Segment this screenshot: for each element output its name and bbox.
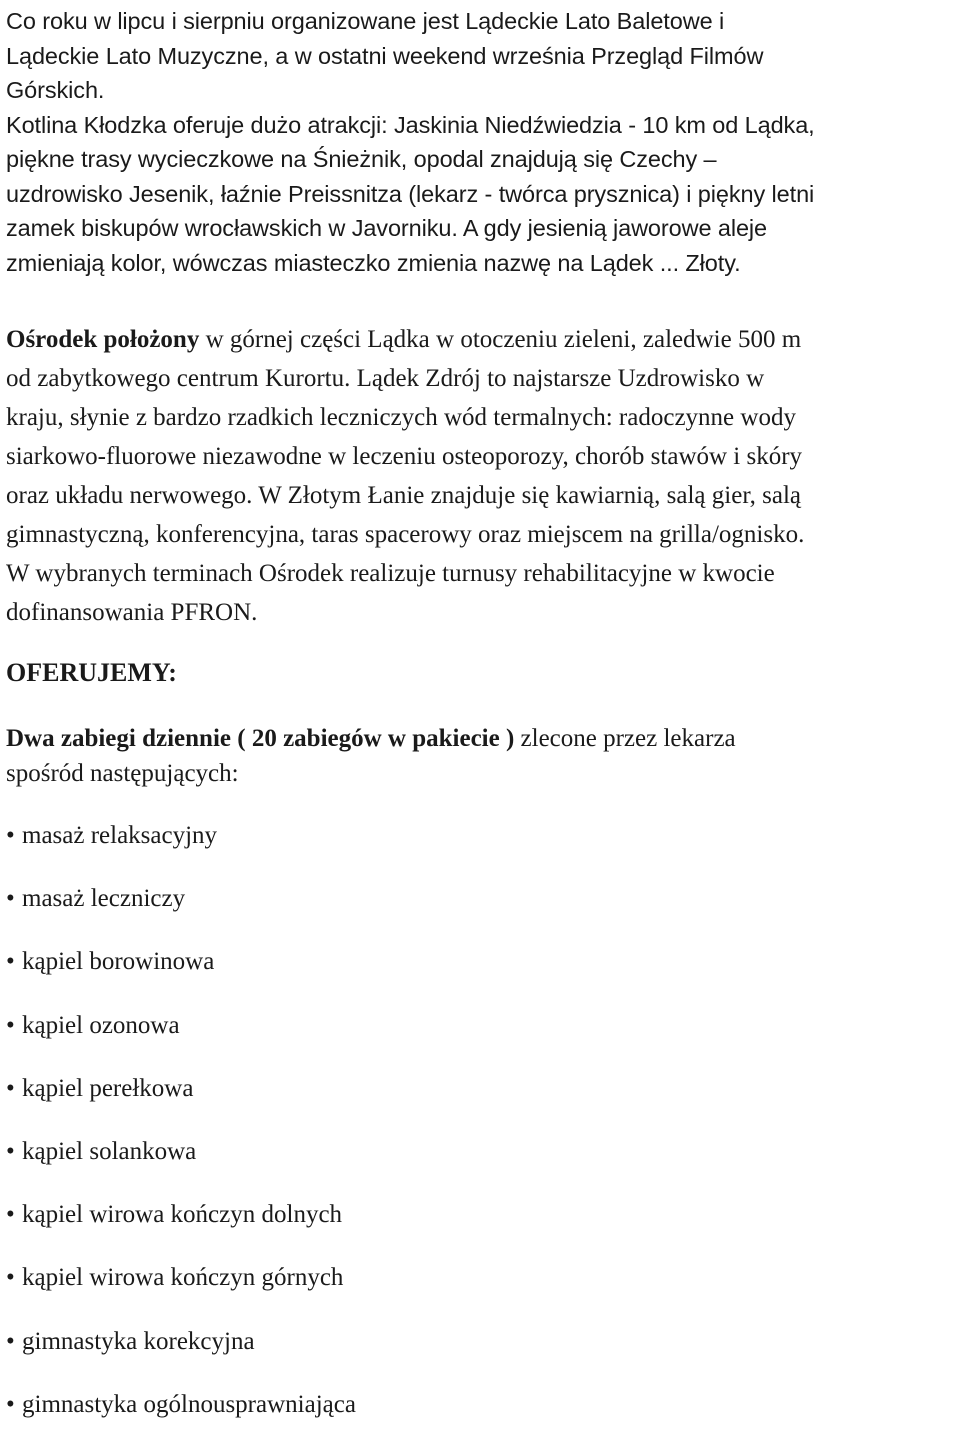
intro-line: Kotlina Kłodzka oferuje dużo atrakcji: Jaskinia Niedźwiedzia - 10 km od Lądka, [6,111,815,138]
bullet-icon: • [6,1327,15,1355]
bullet-icon: • [6,1137,15,1165]
description-line: oraz układu nerwowego. W Złotym Łanie znajduje się kawiarnią, salą gier, salą [6,482,802,509]
resort-description-paragraph [6,320,804,632]
description-line-rest: w górnej części Lądka w otoczeniu zieleni, zaledwie 500 m [199,326,802,353]
bullet-icon: • [6,1390,15,1418]
list-item [6,1134,356,1197]
list-item [6,1324,356,1387]
offer-bold-text: Dwa zabiegi dziennie ( 20 zabiegów w pakiecie ) [6,725,515,752]
description-line: W wybranych terminach Ośrodek realizuje turnusy rehabilitacyjne w kwocie [6,560,775,587]
offer-rest-text: zlecone przez lekarza [514,725,736,752]
description-line: dofinansowania PFRON. [6,599,258,626]
offer-heading: OFERUJEMY: [6,658,177,687]
description-line: siarkowo-fluorowe niezawodne w leczeniu osteoporozy, chorób stawów i skóry [6,443,803,470]
list-item [6,881,356,944]
bullet-icon: • [6,885,15,913]
list-item [6,1008,356,1071]
intro-line: zamek biskupów wrocławskich w Javorniku. A gdy jesienią jaworowe aleje [6,215,768,241]
treatment-label: gimnastyka ogólnousprawniająca [22,1390,356,1418]
description-line: kraju, słynie z bardzo rzadkich leczniczych wód termalnych: radoczynne wody [6,404,796,431]
bullet-icon: • [6,1264,15,1292]
intro-line: uzdrowisko Jesenik, łaźnie Preissnitza (lekarz - twórca prysznica) i piękny letni [6,180,815,207]
intro-line: piękne trasy wycieczkowe na Śnieżnik, opodal znajdują się Czechy – [6,146,717,172]
description-line [6,320,804,359]
offer-line [6,721,736,756]
list-item [6,944,356,1007]
resort-name-bold: Ośrodek położony [6,326,200,353]
bullet-icon: • [6,1201,15,1229]
bullet-icon: • [6,822,15,849]
intro-line: Lądeckie Lato Muzyczne, a w ostatni weekend września Przegląd Filmów [6,42,764,69]
list-item [6,1197,356,1260]
document-page [6,0,956,1418]
list-item [6,1260,356,1323]
intro-line: Co roku w lipcu i sierpniu organizowane jest Lądeckie Lato Baletowe i [6,8,725,34]
intro-line: zmieniają kolor, wówczas miasteczko zmienia nazwę na Lądek ... Złoty. [6,249,741,276]
bullet-icon: • [6,1074,15,1102]
offer-intro [6,721,736,791]
treatment-label: masaż leczniczy [22,885,186,913]
list-item [6,1071,356,1134]
bullet-icon: • [6,948,15,976]
list-item [6,1387,356,1450]
bullet-icon: • [6,1011,15,1039]
offer-line: spośród następujących: [6,760,239,787]
treatment-label: kąpiel wirowa kończyn górnych [22,1264,344,1292]
description-line: gimnastyczną, konferencyjna, taras spacerowy oraz miejscem na grilla/ognisko. [6,521,805,548]
description-line: od zabytkowego centrum Kurortu. Lądek Zdrój to najstarsze Uzdrowisko w [6,365,765,392]
treatment-label: kąpiel perełkowa [22,1074,194,1102]
list-item [6,818,356,881]
treatment-label: kąpiel wirowa kończyn dolnych [22,1201,343,1229]
treatments-list [6,818,356,1450]
intro-line: Górskich. [6,77,105,103]
treatment-label: kąpiel solankowa [22,1137,197,1165]
treatment-label: kąpiel borowinowa [22,948,215,976]
intro-paragraph [6,0,956,280]
treatment-label: kąpiel ozonowa [22,1011,180,1039]
treatment-label: masaż relaksacyjny [22,822,218,849]
treatment-label: gimnastyka korekcyjna [22,1327,255,1355]
